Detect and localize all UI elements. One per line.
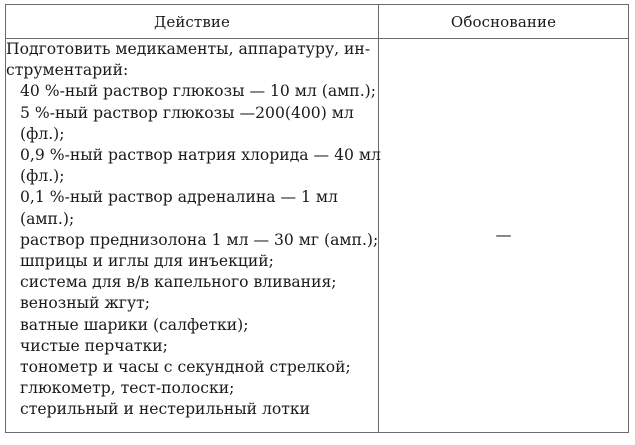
intro-line: струментарий: (6, 61, 129, 80)
reason-cell (379, 39, 629, 433)
list-item: система для в/в капельного вливания; (20, 273, 337, 292)
list-item: стерильный и нестерильный лотки (20, 400, 311, 419)
list-item: (фл.); (20, 124, 65, 143)
list-item: 5 %-ный раствор глюкозы —200(400) мл (20, 103, 354, 122)
list-item: чистые перчатки; (20, 336, 168, 355)
list-item: (фл.); (20, 167, 65, 186)
intro-line: Подготовить медикаменты, аппаратуру, ин- (6, 40, 371, 58)
list-item: шприцы и иглы для инъекций; (20, 252, 274, 271)
list-item: ватные шарики (салфетки); (20, 315, 249, 334)
list-item: тонометр и часы с секундной стрелкой; (20, 358, 351, 377)
action-cell (6, 39, 379, 433)
list-item: раствор преднизолона 1 мл — 30 мг (амп.); (20, 230, 379, 249)
header-reason: Обоснование (379, 5, 629, 39)
list-item: 0,9 %-ный раствор натрия хлорида — 40 мл (20, 146, 381, 165)
list-item: венозный жгут; (20, 294, 151, 313)
reason-dash: — (495, 225, 512, 244)
table-header-row (6, 5, 629, 39)
table-row (6, 39, 629, 433)
list-item: 0,1 %-ный раствор адреналина — 1 мл (20, 188, 338, 207)
list-item: 40 %-ный раствор глюкозы — 10 мл (амп.); (20, 82, 376, 101)
header-action: Действие (6, 5, 379, 39)
list-item: (амп.); (20, 209, 75, 228)
supplies-list (6, 81, 381, 420)
list-item: глюкометр, тест-полоски; (20, 379, 235, 398)
action-reason-table (5, 4, 629, 433)
